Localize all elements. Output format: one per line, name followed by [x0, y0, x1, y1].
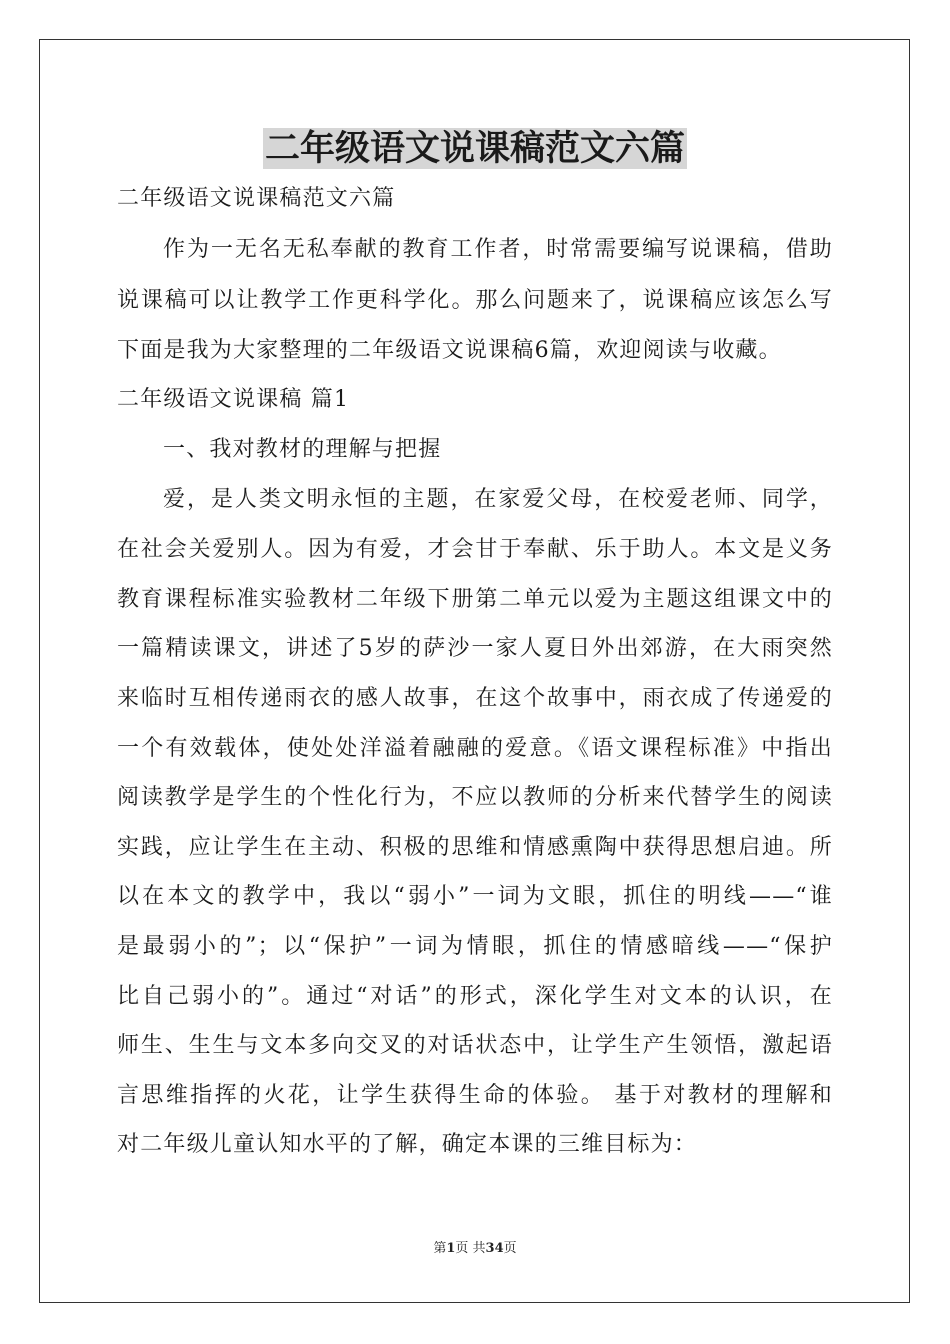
document-title: 二年级语文说课稿范文六篇 [264, 128, 685, 169]
paragraph-line: 一篇精读课文，讲述了5岁的萨沙一家人夏日外出郊游，在大雨突然 [117, 636, 833, 661]
paragraph-line: 实践，应让学生在主动、积极的思维和情感熏陶中获得思想启迪。所 [117, 835, 833, 860]
paragraph-line: 在社会关爱别人。因为有爱，才会甘于奉献、乐于助人。本文是义务 [117, 537, 833, 562]
paragraph-line: 以在本文的教学中，我以“弱小”一词为文眼，抓住的明线——“谁 [117, 884, 833, 909]
paragraph-line: 是最弱小的”；以“保护”一词为情眼，抓住的情感暗线——“保护 [117, 934, 833, 959]
page-border [39, 39, 910, 1303]
footer-total-pages: 34 [485, 1241, 504, 1256]
paragraph-line: 来临时互相传递雨衣的感人故事，在这个故事中，雨衣成了传递爱的 [117, 686, 833, 711]
subsection-heading: 一、我对教材的理解与把握 [163, 437, 442, 462]
footer-page-prefix: 第 [433, 1241, 447, 1256]
document-subtitle: 二年级语文说课稿范文六篇 [117, 186, 396, 211]
paragraph-line: 阅读教学是学生的个性化行为，不应以教师的分析来代替学生的阅读 [117, 785, 833, 810]
page-footer [0, 1240, 950, 1258]
footer-page-mid: 页 共 [455, 1241, 486, 1256]
footer-page-suffix: 页 [503, 1241, 517, 1256]
paragraph-line: 说课稿可以让教学工作更科学化。那么问题来了，说课稿应该怎么写 [117, 288, 833, 313]
paragraph-line: 对二年级儿童认知水平的了解，确定本课的三维目标为： [117, 1132, 698, 1157]
paragraph-line: 一个有效载体，使处处洋溢着融融的爱意。《语文课程标准》中指出 [117, 736, 833, 761]
paragraph-line: 作为一无名无私奉献的教育工作者，时常需要编写说课稿，借助 [163, 237, 833, 262]
footer-page-number: 1 [446, 1241, 456, 1256]
paragraph-line: 下面是我为大家整理的二年级语文说课稿6篇，欢迎阅读与收藏。 [117, 338, 782, 363]
paragraph-line: 教育课程标准实验教材二年级下册第二单元以爱为主题这组课文中的 [117, 587, 833, 612]
paragraph-line: 言思维指挥的火花，让学生获得生命的体验。 基于对教材的理解和 [117, 1083, 833, 1108]
paragraph-line: 比自己弱小的”。通过“对话”的形式，深化学生对文本的认识，在 [117, 984, 833, 1009]
paragraph-line: 师生、生生与文本多向交叉的对话状态中，让学生产生领悟，激起语 [117, 1033, 833, 1058]
paragraph-line: 爱，是人类文明永恒的主题，在家爱父母，在校爱老师、同学， [163, 487, 833, 512]
section-heading: 二年级语文说课稿 篇1 [117, 387, 350, 412]
